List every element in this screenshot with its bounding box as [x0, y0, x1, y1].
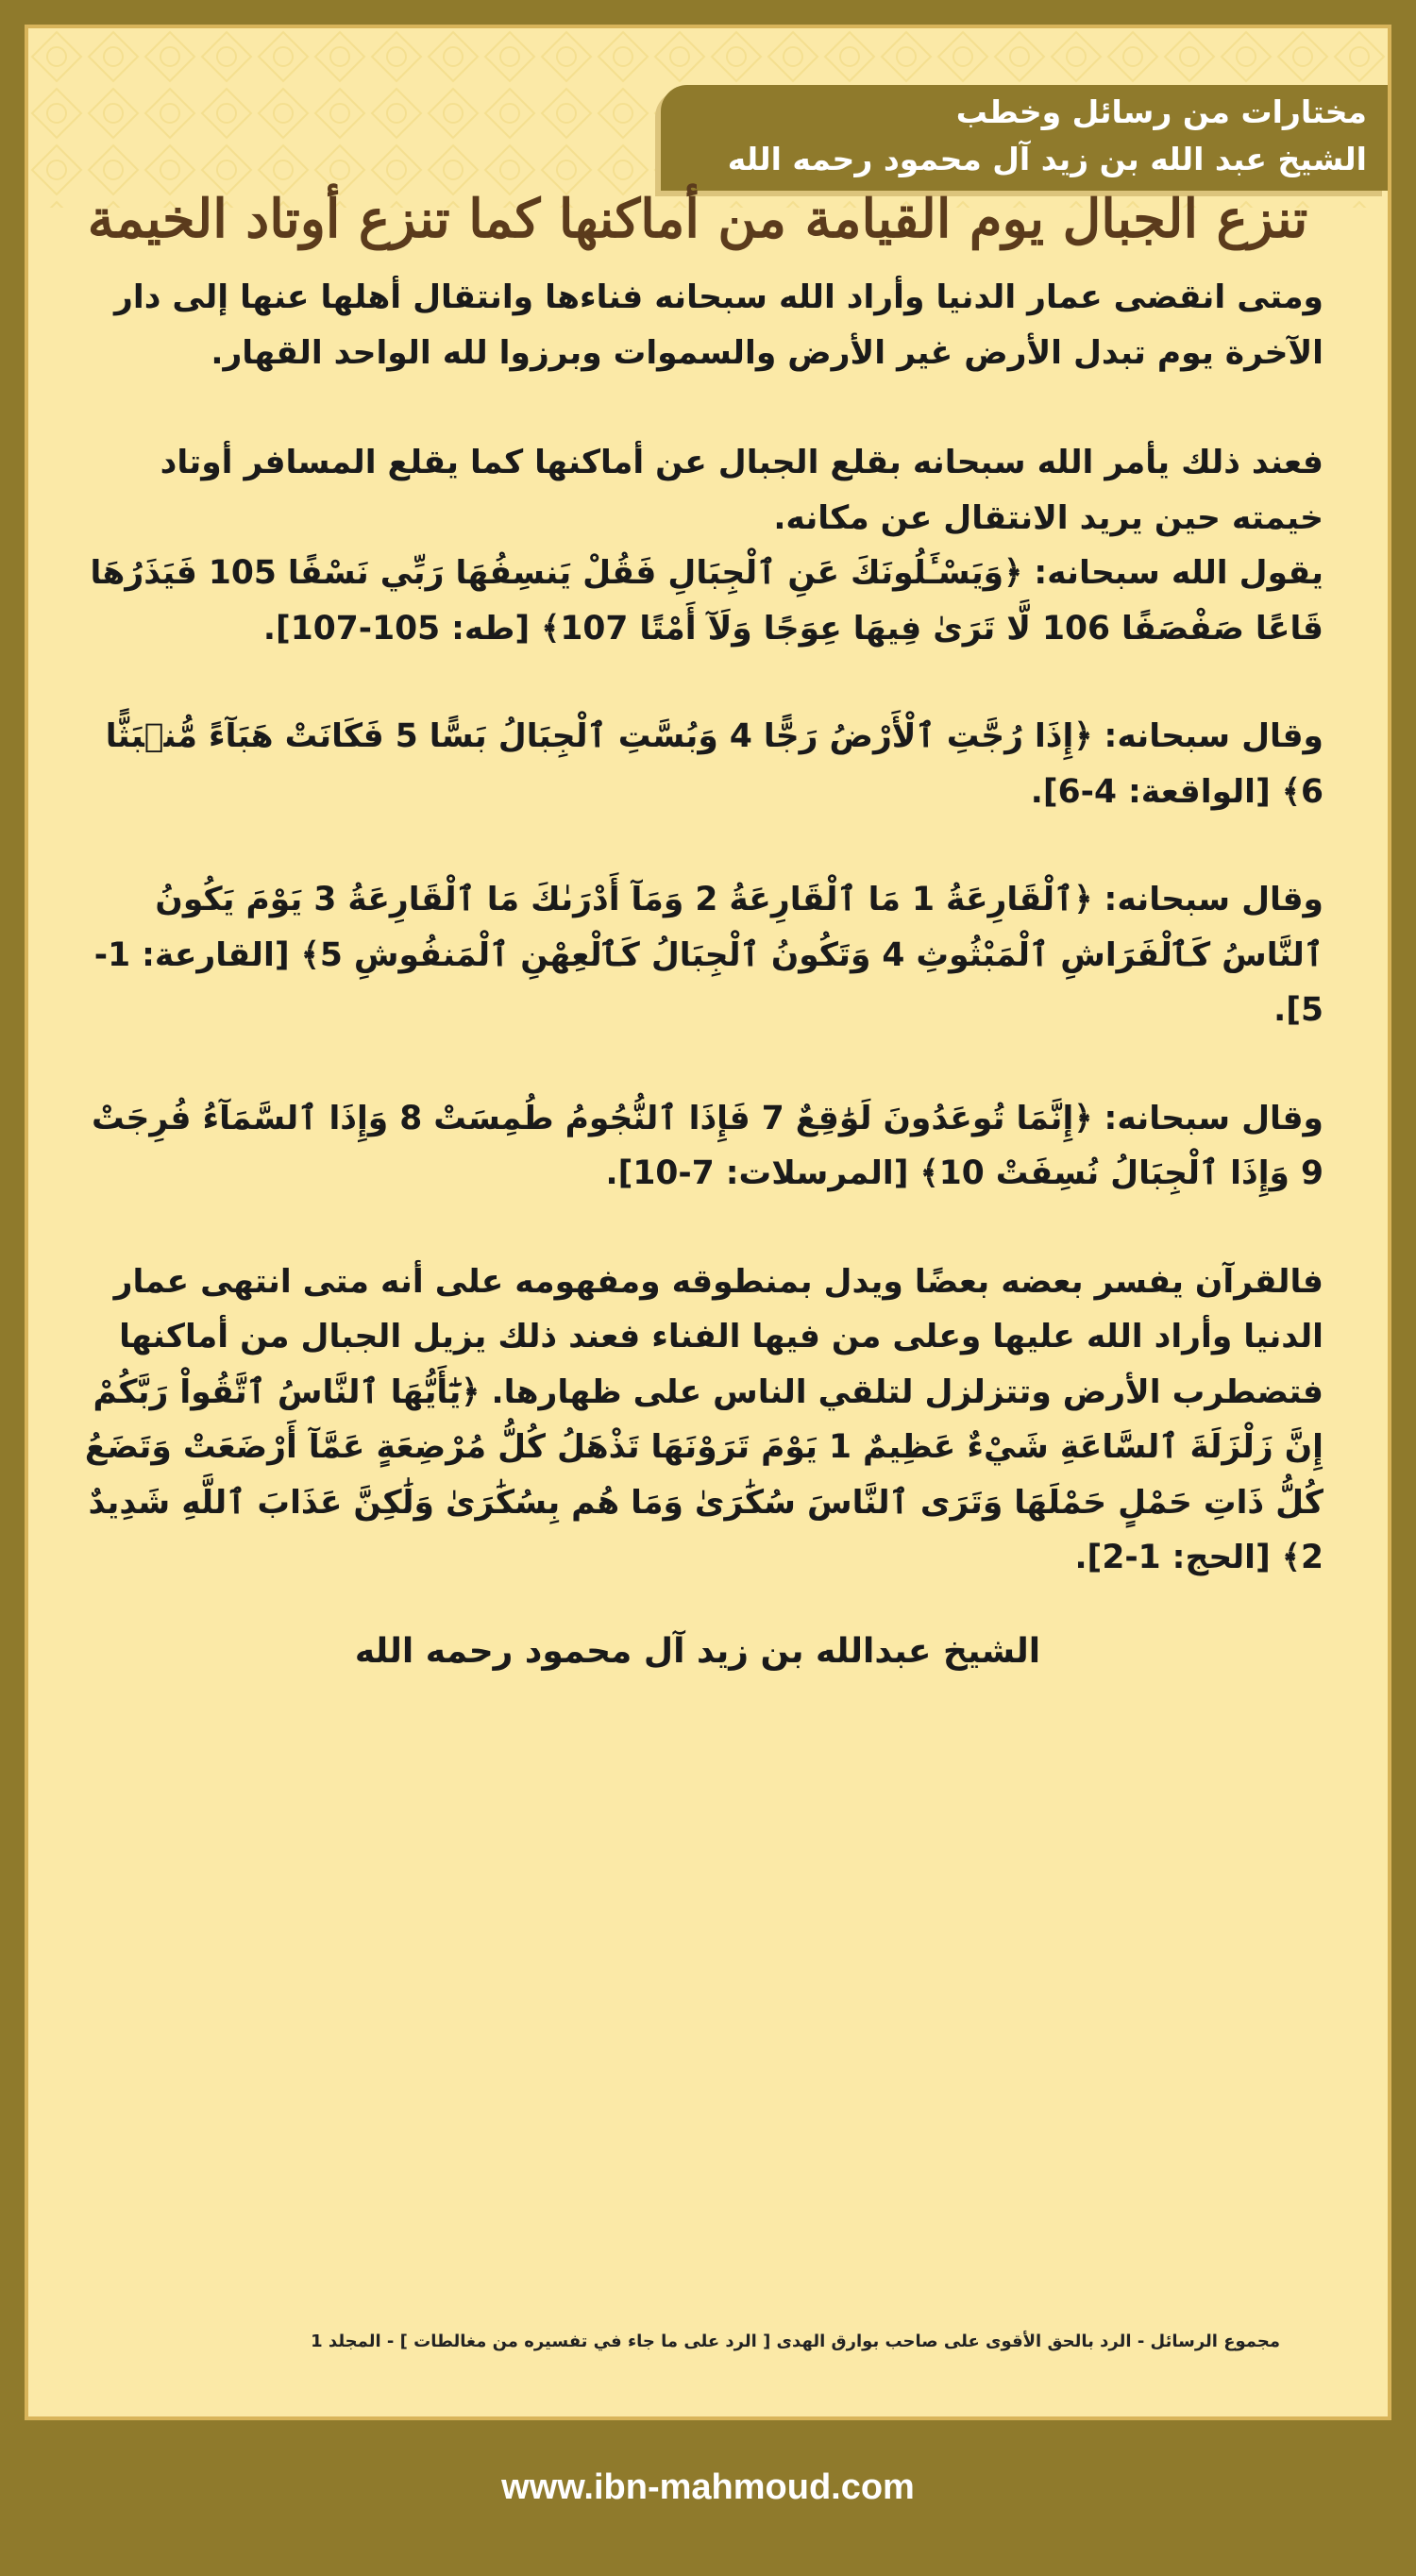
paragraph-3-quran-taha: يقول الله سبحانه: ﴿وَيَسْـَٔلُونَكَ عَنِ ٱلْجِبَالِ فَقُلْ يَنسِفُهَا رَبِّي نَسْفًا 105 فَيَذَرُهَا قَاعًا صَفْصَفًا 106 لَّا تَرَىٰ فِيهَا عِوَجًا وَلَآ أَمْتًا 107﴾ [طه: 105-107].: [90, 554, 1323, 648]
header-banner: [661, 85, 1388, 191]
spacer: [72, 380, 1323, 435]
article: [72, 179, 1323, 1680]
paragraph-6-quran-mursalat: وقال سبحانه: ﴿إِنَّمَا تُوعَدُونَ لَوَٰقِعٌ 7 فَإِذَا ٱلنُّجُومُ طُمِسَتْ 8 وَإِذَا ٱلسَّمَآءُ فُرِجَتْ 9 وَإِذَا ٱلْجِبَالُ نُسِفَتْ 10﴾ [المرسلات: 7-10].: [92, 1099, 1323, 1192]
header-text: [668, 89, 1367, 183]
author-signature: الشيخ عبدالله بن زيد آل محمود رحمه الله: [354, 1631, 1041, 1671]
page-title: تنزع الجبال يوم القيامة من أماكنها كما تنزع أوتاد الخيمة: [87, 188, 1308, 250]
website-link[interactable]: www.ibn-mahmoud.com: [501, 2467, 915, 2507]
spacer: [72, 819, 1323, 872]
article-body: [72, 270, 1323, 1586]
paragraph-2: فعند ذلك يأمر الله سبحانه بقلع الجبال عن أماكنها كما يقلع المسافر أوتاد خيمته حين يريد الانتقال عن مكانه.: [160, 444, 1323, 537]
paragraph-4-quran-waqiah: وقال سبحانه: ﴿إِذَا رُجَّتِ ٱلْأَرْضُ رَجًّا 4 وَبُسَّتِ ٱلْجِبَالُ بَسًّا 5 فَكَانَتْ هَبَآءً مُّنۢبَثًّا 6﴾ [الواقعة: 4-6].: [105, 717, 1323, 811]
paragraph-1: ومتى انقضى عمار الدنيا وأراد الله سبحانه فناءها وانتقال أهلها عنها إلى دار الآخرة يوم تبدل الأرض غير الأرض والسموات وبرزوا لله الواحد القهار.: [114, 278, 1323, 372]
paragraph-5-quran-qariah: وقال سبحانه: ﴿ٱلْقَارِعَةُ 1 مَا ٱلْقَارِعَةُ 2 وَمَآ أَدْرَىٰكَ مَا ٱلْقَارِعَةُ 3 يَوْمَ يَكُونُ ٱلنَّاسُ كَٱلْفَرَاشِ ٱلْمَبْثُوثِ 4 وَتَكُونُ ٱلْجِبَالُ كَٱلْعِهْنِ ٱلْمَنفُوشِ 5﴾ [القارعة: 1-5].: [93, 881, 1323, 1029]
spacer: [72, 656, 1323, 709]
header-line-2: الشيخ عبد الله بن زيد آل محمود رحمه الله: [727, 141, 1367, 177]
header-line-1: مختارات من رسائل وخطب: [955, 93, 1367, 130]
paragraph-7-conclusion: فالقرآن يفسر بعضه بعضًا ويدل بمنطوقه ومفهومه على أنه متى انتهى عمار الدنيا وأراد الله عليها وعلى من فيها الفناء فعند ذلك يزيل الجبال من أماكنها فتضطرب الأرض وتتزلزل لتلقي الناس على ظهارها. ﴿يَٰٓأَيُّهَا ٱلنَّاسُ ٱتَّقُواْ رَبَّكُمْ إِنَّ زَلْزَلَةَ ٱلسَّاعَةِ شَيْءٌ عَظِيمٌ 1 يَوْمَ تَرَوْنَهَا تَذْهَلُ كُلُّ مُرْضِعَةٍ عَمَّآ أَرْضَعَتْ وَتَضَعُ كُلُّ ذَاتِ حَمْلٍ حَمْلَهَا وَتَرَى ٱلنَّاسَ سُكَٰرَىٰ وَمَا هُم بِسُكَٰرَىٰ وَلَٰكِنَّ عَذَابَ ٱللَّهِ شَدِيدٌ 2﴾ [الحج: 1-2].: [84, 1262, 1323, 1576]
spacer: [72, 1038, 1323, 1091]
source-footnote: مجموع الرسائل - الرد بالحق الأقوى على صاحب بوارق الهدى [ الرد على ما جاء في تفسيره من مغالطات ] - المجلد 1: [311, 2332, 1280, 2351]
spacer: [72, 1202, 1323, 1254]
